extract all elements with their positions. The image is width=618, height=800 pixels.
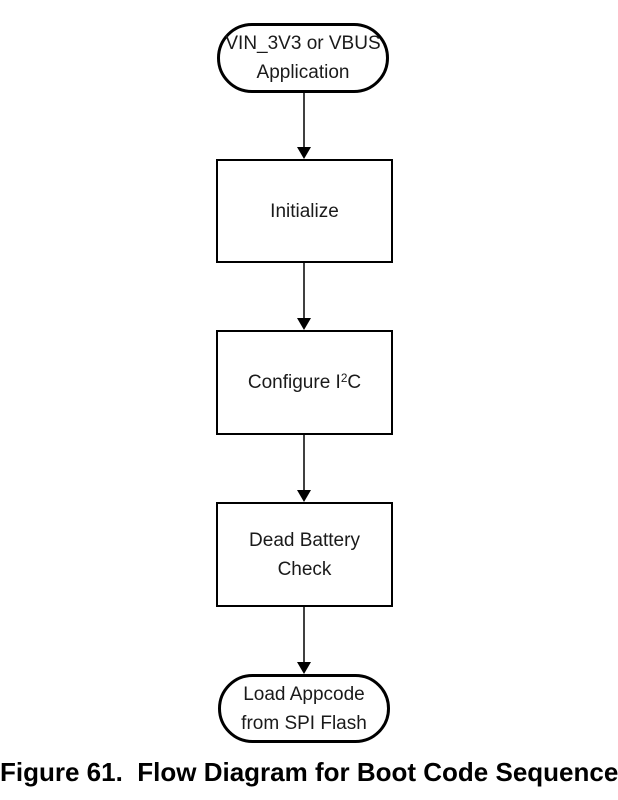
node-start-label-line2: Application bbox=[256, 62, 350, 83]
node-initialize-label: Initialize bbox=[270, 200, 339, 222]
flow-arrow-configure-to-deadbattery bbox=[296, 435, 312, 502]
flow-arrow-deadbattery-to-end bbox=[296, 607, 312, 674]
arrowhead-down-icon bbox=[297, 147, 311, 159]
node-end-label-line2: from SPI Flash bbox=[241, 712, 367, 734]
node-dead-battery-check-process bbox=[216, 502, 393, 607]
figure-caption: Figure 61. Flow Diagram for Boot Code Sequence bbox=[0, 757, 618, 787]
node-end-label-line1: Load Appcode bbox=[243, 683, 365, 705]
arrow-stem bbox=[303, 93, 305, 147]
node-configure-i2c-label: Configure $I^2C$ bbox=[247, 372, 362, 393]
node-start-terminator bbox=[217, 23, 389, 93]
flow-arrow-initialize-to-configure bbox=[296, 263, 312, 330]
node-dead-battery-label-line1: Dead Battery bbox=[249, 529, 360, 551]
arrowhead-down-icon bbox=[297, 662, 311, 674]
node-configure-i2c-process bbox=[216, 330, 393, 435]
node-end-terminator bbox=[218, 674, 390, 743]
arrowhead-down-icon bbox=[297, 490, 311, 502]
flow-arrow-start-to-initialize bbox=[296, 93, 312, 159]
arrow-stem bbox=[303, 263, 305, 318]
arrowhead-down-icon bbox=[297, 318, 311, 330]
node-initialize-process bbox=[216, 159, 393, 263]
arrow-stem bbox=[303, 607, 305, 662]
superscript-2: 2 bbox=[340, 372, 348, 386]
node-start-label-line1: VIN_3V3 or VBUS bbox=[225, 33, 381, 54]
arrow-stem bbox=[303, 435, 305, 490]
node-dead-battery-label-line2: Check bbox=[277, 558, 332, 580]
